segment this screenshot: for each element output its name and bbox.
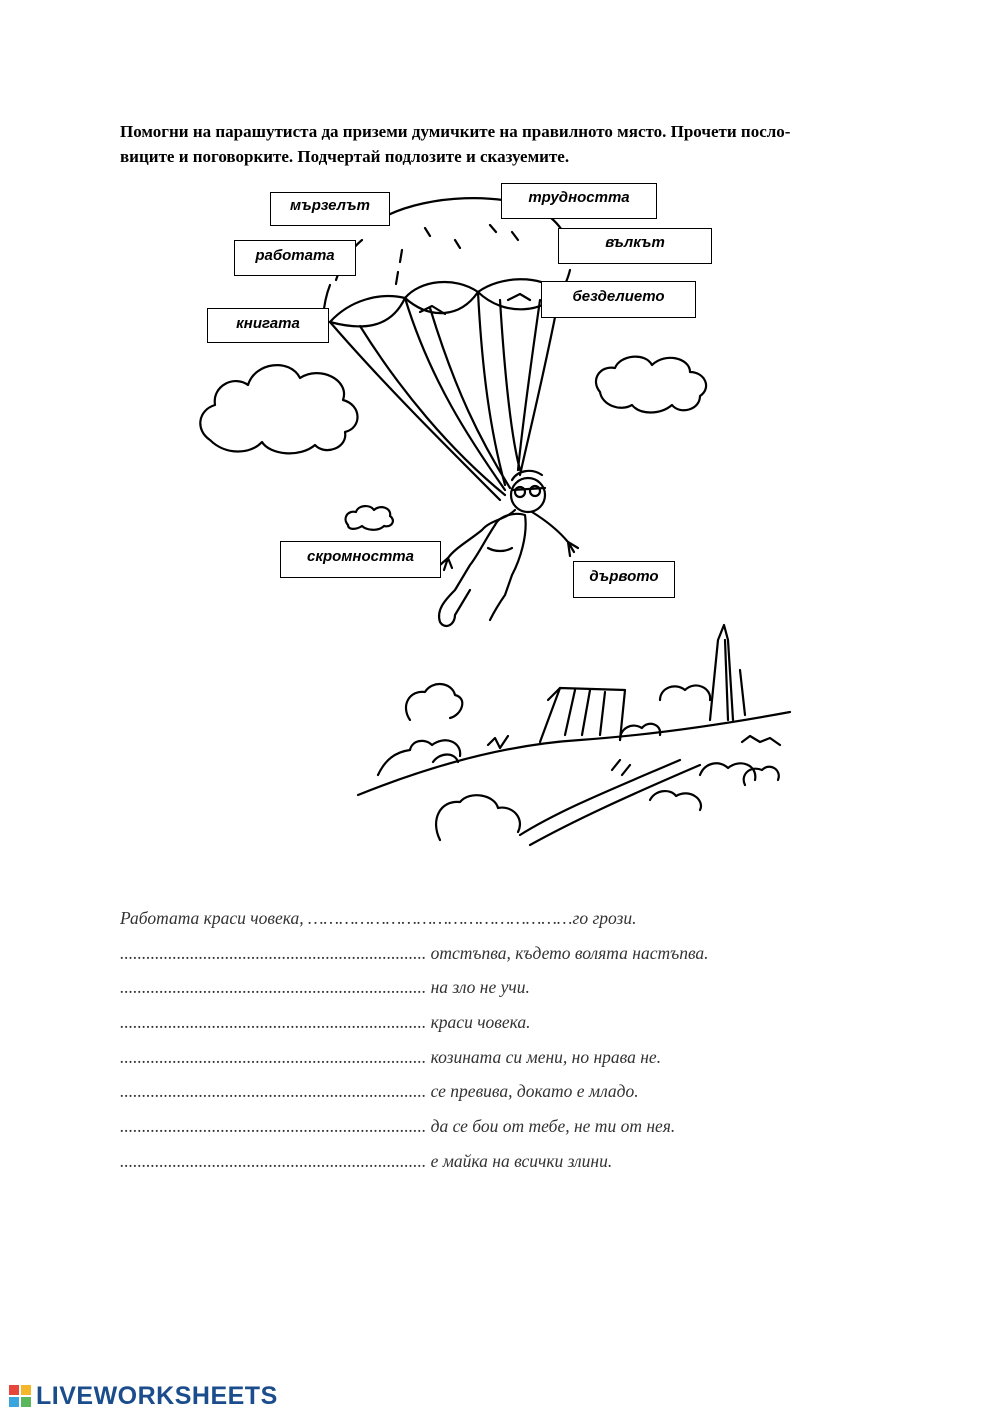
word-card-skromnostta[interactable]: скромността [280,541,441,578]
word-card-vulkat[interactable]: вълкът [558,228,712,264]
proverb-ending: да се бои от тебе, не ти от нея. [430,1116,676,1137]
proverb-line-5 [120,1043,880,1078]
instructions-line-2: виците и поговорките. Подчертай подлозите и сказуемите. [120,147,570,166]
drop-zone-3[interactable]: ...................................................................... [120,977,427,998]
drop-zone-5[interactable]: ...................................................................... [120,1046,427,1067]
cloud-right [596,357,706,413]
drop-zone-8[interactable]: ...................................................................... [120,1150,427,1171]
proverb-ending: се превива, докато е младо. [430,1081,639,1102]
drop-zone-4[interactable]: ...................................................................... [120,1012,427,1033]
proverb-ending: на зло не учи. [430,977,530,998]
drop-zone-7[interactable]: ...................................................................... [120,1116,427,1137]
parachutist [439,471,578,626]
proverb-list [120,904,880,1182]
logo-text: LIVEWORKSHEETS [36,1381,278,1410]
word-card-knigata[interactable]: книгата [207,308,329,343]
word-card-bezdelieto[interactable]: безделието [541,281,696,318]
liveworksheets-logo [8,1383,278,1409]
word-card-darvoto[interactable]: дървото [573,561,675,598]
proverb-line-3 [120,973,880,1008]
word-card-rabotata[interactable]: работата [234,240,356,276]
proverb-line-6 [120,1077,880,1112]
word-card-trudnostta[interactable]: трудността [501,183,657,219]
drop-zone-2[interactable]: ...................................................................... [120,942,427,963]
drop-zone-6[interactable]: ...................................................................... [120,1081,427,1102]
proverb-line-1 [120,904,880,939]
proverb-ending: е майка на всички злини. [430,1150,613,1171]
liveworksheets-cube-icon [8,1384,32,1408]
proverb-line-2 [120,939,880,974]
cloud-small [346,506,393,530]
proverb-ending: краси човека. [430,1012,531,1033]
word-card-marzelat[interactable]: мързелът [270,192,390,226]
drop-zone-1[interactable]: …………………………………………… [307,908,573,928]
canopy-front [330,270,570,500]
landscape [358,625,790,845]
proverb-ending: козината си мени, но нрава не. [430,1046,662,1067]
proverb-line-7 [120,1112,880,1147]
proverb-line-4 [120,1008,880,1043]
cloud-left [200,365,357,453]
proverb-line-8 [120,1147,880,1182]
proverb-ending: отстъпва, където волята настъпва. [430,942,709,963]
proverb-end: го грози. [572,908,637,928]
instructions-line-1: Помогни на парашутиста да приземи думичките на правилното място. Прочети посло- [120,122,791,141]
proverb-start: Работата краси човека, [120,908,308,928]
